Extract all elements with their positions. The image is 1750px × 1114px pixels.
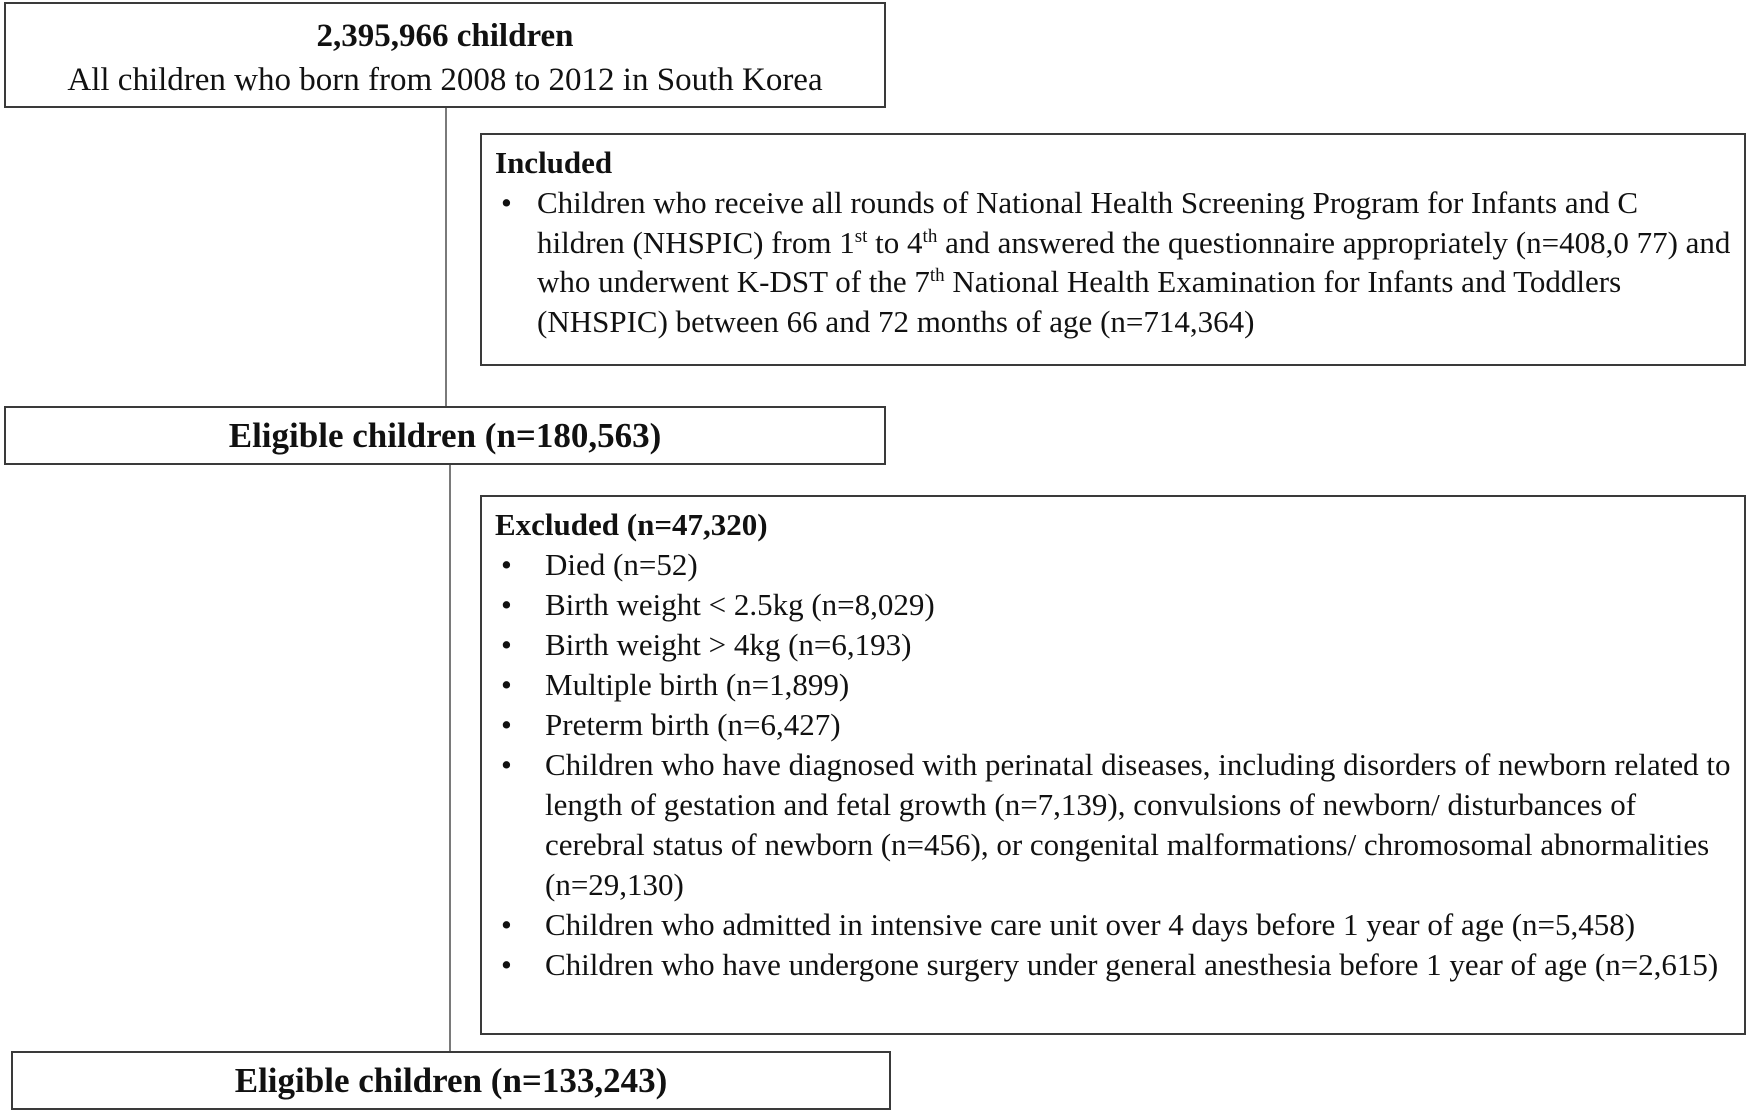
included-box bbox=[480, 133, 1746, 366]
connector-line-top bbox=[445, 108, 447, 406]
excluded-item-multiple-birth: • Multiple birth (n=1,899) bbox=[495, 665, 1732, 705]
population-count: 2,395,966 children bbox=[316, 18, 574, 54]
ordinal-suffix: th bbox=[922, 225, 938, 247]
excluded-list bbox=[495, 545, 1732, 985]
excluded-item-died: • Died (n=52) bbox=[495, 545, 1732, 585]
excluded-title: Excluded (n=47,320) bbox=[495, 507, 768, 542]
excluded-item-perinatal-diseases: • Children who have diagnosed with perinatal diseases, including disorders of newborn related to length of gestation and fetal growth (n=7,139), convulsions of newborn/ disturbances of cerebral status of newborn (n=456), or congenital malformations/ chromosomal abnormalities (n=29,130) bbox=[495, 745, 1732, 905]
included-title: Included bbox=[495, 145, 613, 180]
population-description: All children who born from 2008 to 2012 in South Korea bbox=[67, 62, 823, 98]
included-list bbox=[495, 183, 1732, 341]
excluded-item-low-birth-weight: • Birth weight < 2.5kg (n=8,029) bbox=[495, 585, 1732, 625]
connector-line-middle bbox=[449, 465, 451, 1051]
included-text-a: Children who receive all rounds of National Health Screening Program for Infants and C hildren (NHSPIC) from 1 bbox=[537, 185, 1639, 260]
included-text-b: to 4 bbox=[867, 224, 923, 260]
eligible-label-2: Eligible children (n=133,243) bbox=[234, 1061, 668, 1100]
excluded-item-surgery: • Children who have undergone surgery under general anesthesia before 1 year of age (n=2,615) bbox=[495, 945, 1732, 985]
eligible-box-2 bbox=[11, 1051, 891, 1110]
population-box bbox=[4, 2, 886, 108]
included-item bbox=[495, 183, 1732, 341]
ordinal-suffix: th bbox=[929, 265, 945, 286]
excluded-item-preterm-birth: • Preterm birth (n=6,427) bbox=[495, 705, 1732, 745]
eligible-label-1: Eligible children (n=180,563) bbox=[228, 416, 662, 455]
excluded-item-high-birth-weight: • Birth weight > 4kg (n=6,193) bbox=[495, 625, 1732, 665]
ordinal-suffix: st bbox=[854, 225, 868, 247]
eligible-box-1 bbox=[4, 406, 886, 465]
included-text-c: and answered the questionnaire appropriately (n=408,0 77) and who underwent K-DST of the 7 bbox=[537, 224, 1731, 299]
excluded-item-icu-admission: • Children who admitted in intensive care unit over 4 days before 1 year of age (n=5,458) bbox=[495, 905, 1732, 945]
included-text-d: National Health Examination for Infants and Toddlers (NHSPIC) between 66 and 72 months of age (n=714,364) bbox=[537, 264, 1622, 339]
excluded-box bbox=[480, 495, 1746, 1035]
